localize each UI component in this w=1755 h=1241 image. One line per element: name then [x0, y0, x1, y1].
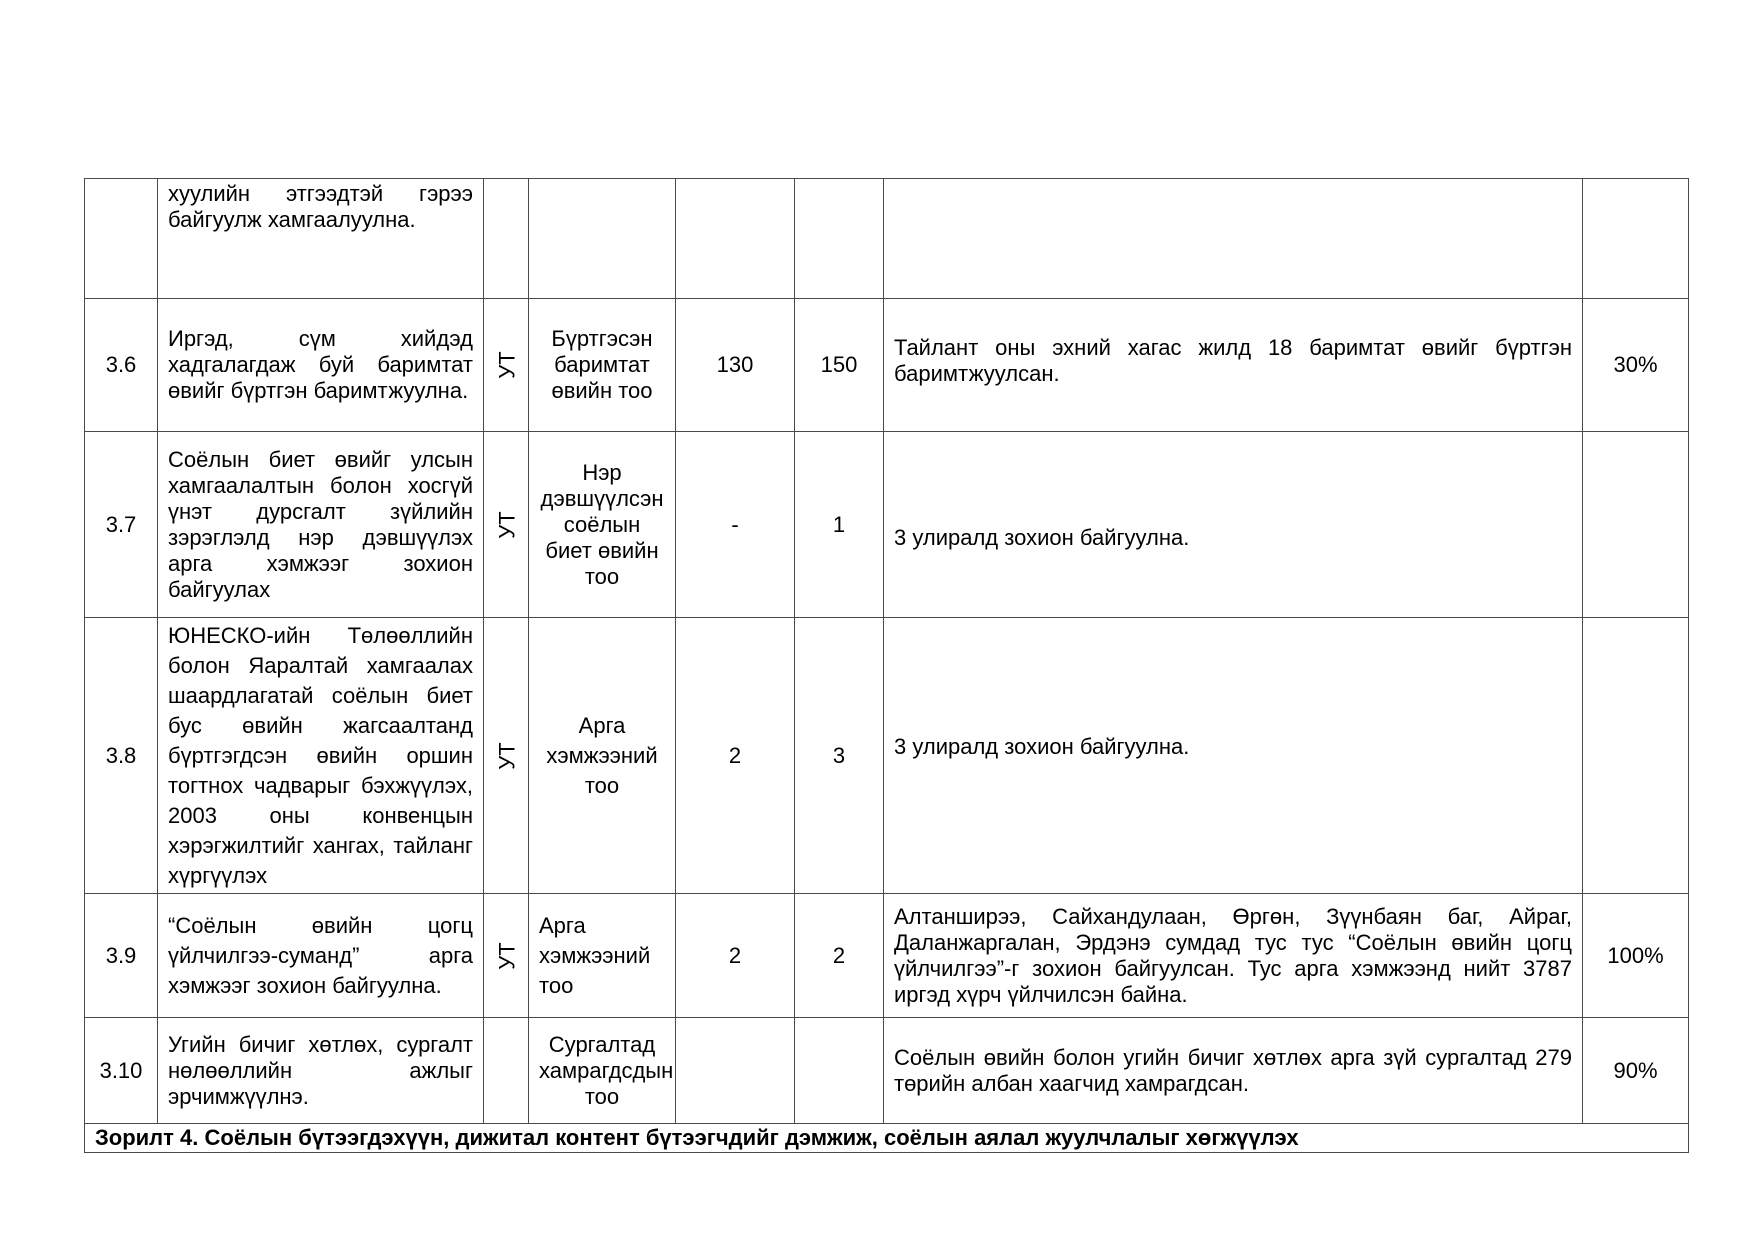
percent-cell: 90%: [1583, 1018, 1689, 1124]
result-cell: Алтанширээ, Сайхандулаан, Өргөн, Зүүнбаян баг, Айраг, Даланжаргалан, Эрдэнэ сумдад тус тус “Соёлын өвийн цогц үйлчилгээ”-г зохион байгуулсан. Тус арга хэмжээнд нийт 3787 иргэд хүрч үйлчилсэн байна.: [884, 894, 1583, 1018]
indicator-cell: Бүртгэсэн баримтат өвийн тоо: [529, 299, 676, 432]
result-cell: 3 улиралд зохион байгуулна.: [884, 618, 1583, 894]
target-cell: [795, 1018, 884, 1124]
unit-cell: [484, 894, 529, 1018]
activity-cell: Угийн бичиг хөтлөх, сургалт нөлөөллийн ажлыг эрчимжүүлнэ.: [158, 1018, 484, 1124]
activity-cell: Соёлын биет өвийг улсын хамгаалалтын болон хосгүй үнэт дурсгалт зүйлийн зэрэглэлд нэр дэвшүүлэх арга хэмжээг зохион байгуулах: [158, 432, 484, 618]
baseline-cell: 2: [676, 894, 795, 1018]
result-cell: 3 улиралд зохион байгуулна.: [884, 432, 1583, 618]
target-cell: 2: [795, 894, 884, 1018]
row-number-cell: 3.7: [85, 432, 158, 618]
table-row: [85, 1018, 1689, 1124]
percent-cell: [1583, 618, 1689, 894]
row-number-cell: 3.6: [85, 299, 158, 432]
activity-cell: Иргэд, сүм хийдэд хадгалагдаж буй баримтат өвийг бүртгэн баримтжуулна.: [158, 299, 484, 432]
row-number-cell: 3.10: [85, 1018, 158, 1124]
target-cell: 1: [795, 432, 884, 618]
target-cell: 150: [795, 299, 884, 432]
unit-cell: [484, 618, 529, 894]
table-row: [85, 618, 1689, 894]
unit-label: УТ: [494, 351, 520, 379]
indicator-cell: [529, 179, 676, 299]
unit-label: УТ: [494, 941, 520, 970]
unit-label: УТ: [494, 741, 520, 770]
indicator-cell: Арга хэмжээний тоо: [529, 894, 676, 1018]
percent-cell: 100%: [1583, 894, 1689, 1018]
baseline-cell: 2: [676, 618, 795, 894]
activity-cell: “Соёлын өвийн цогц үйлчилгээ-суманд” арга хэмжээг зохион байгуулна.: [158, 894, 484, 1018]
indicator-cell: Арга хэмжээний тоо: [529, 618, 676, 894]
unit-cell: [484, 299, 529, 432]
row-number-cell: 3.9: [85, 894, 158, 1018]
unit-label: УТ: [494, 510, 520, 539]
percent-cell: [1583, 179, 1689, 299]
baseline-cell: [676, 1018, 795, 1124]
plan-report-table: [84, 178, 1689, 1153]
baseline-cell: [676, 179, 795, 299]
percent-cell: [1583, 432, 1689, 618]
row-number-cell: 3.8: [85, 618, 158, 894]
row-number-cell: [85, 179, 158, 299]
result-cell: [884, 179, 1583, 299]
unit-cell: [484, 432, 529, 618]
result-cell: Соёлын өвийн болон угийн бичиг хөтлөх арга зүй сургалтад 279 төрийн албан хаагчид хамрагдсан.: [884, 1018, 1583, 1124]
goal-row: [85, 1124, 1689, 1153]
indicator-cell: Нэр дэвшүүлсэн соёлын биет өвийн тоо: [529, 432, 676, 618]
unit-cell: [484, 179, 529, 299]
indicator-cell: Сургалтад хамрагдсдын тоо: [529, 1018, 676, 1124]
percent-cell: 30%: [1583, 299, 1689, 432]
activity-cell: хуулийн этгээдтэй гэрээ байгуулж хамгаалуулна.: [158, 179, 484, 299]
target-cell: [795, 179, 884, 299]
baseline-cell: 130: [676, 299, 795, 432]
table-row: [85, 432, 1689, 618]
result-cell: Тайлант оны эхний хагас жилд 18 баримтат өвийг бүртгэн баримтжуулсан.: [884, 299, 1583, 432]
activity-cell: ЮНЕСКО-ийн Төлөөллийн болон Яаралтай хамгаалах шаардлагатай соёлын биет бус өвийн жагсаалтанд бүртгэгдсэн өвийн оршин тогтнох чадварыг бэхжүүлэх, 2003 оны конвенцын хэрэгжилтийг хангах, тайланг хүргүүлэх: [158, 618, 484, 894]
unit-cell: [484, 1018, 529, 1124]
baseline-cell: -: [676, 432, 795, 618]
table-row: [85, 299, 1689, 432]
table-row: [85, 179, 1689, 299]
target-cell: 3: [795, 618, 884, 894]
table-row: [85, 894, 1689, 1018]
goal-heading: Зорилт 4. Соёлын бүтээгдэхүүн, дижитал контент бүтээгчдийг дэмжиж, соёлын аялал жуулчлалыг хөгжүүлэх: [85, 1124, 1689, 1153]
